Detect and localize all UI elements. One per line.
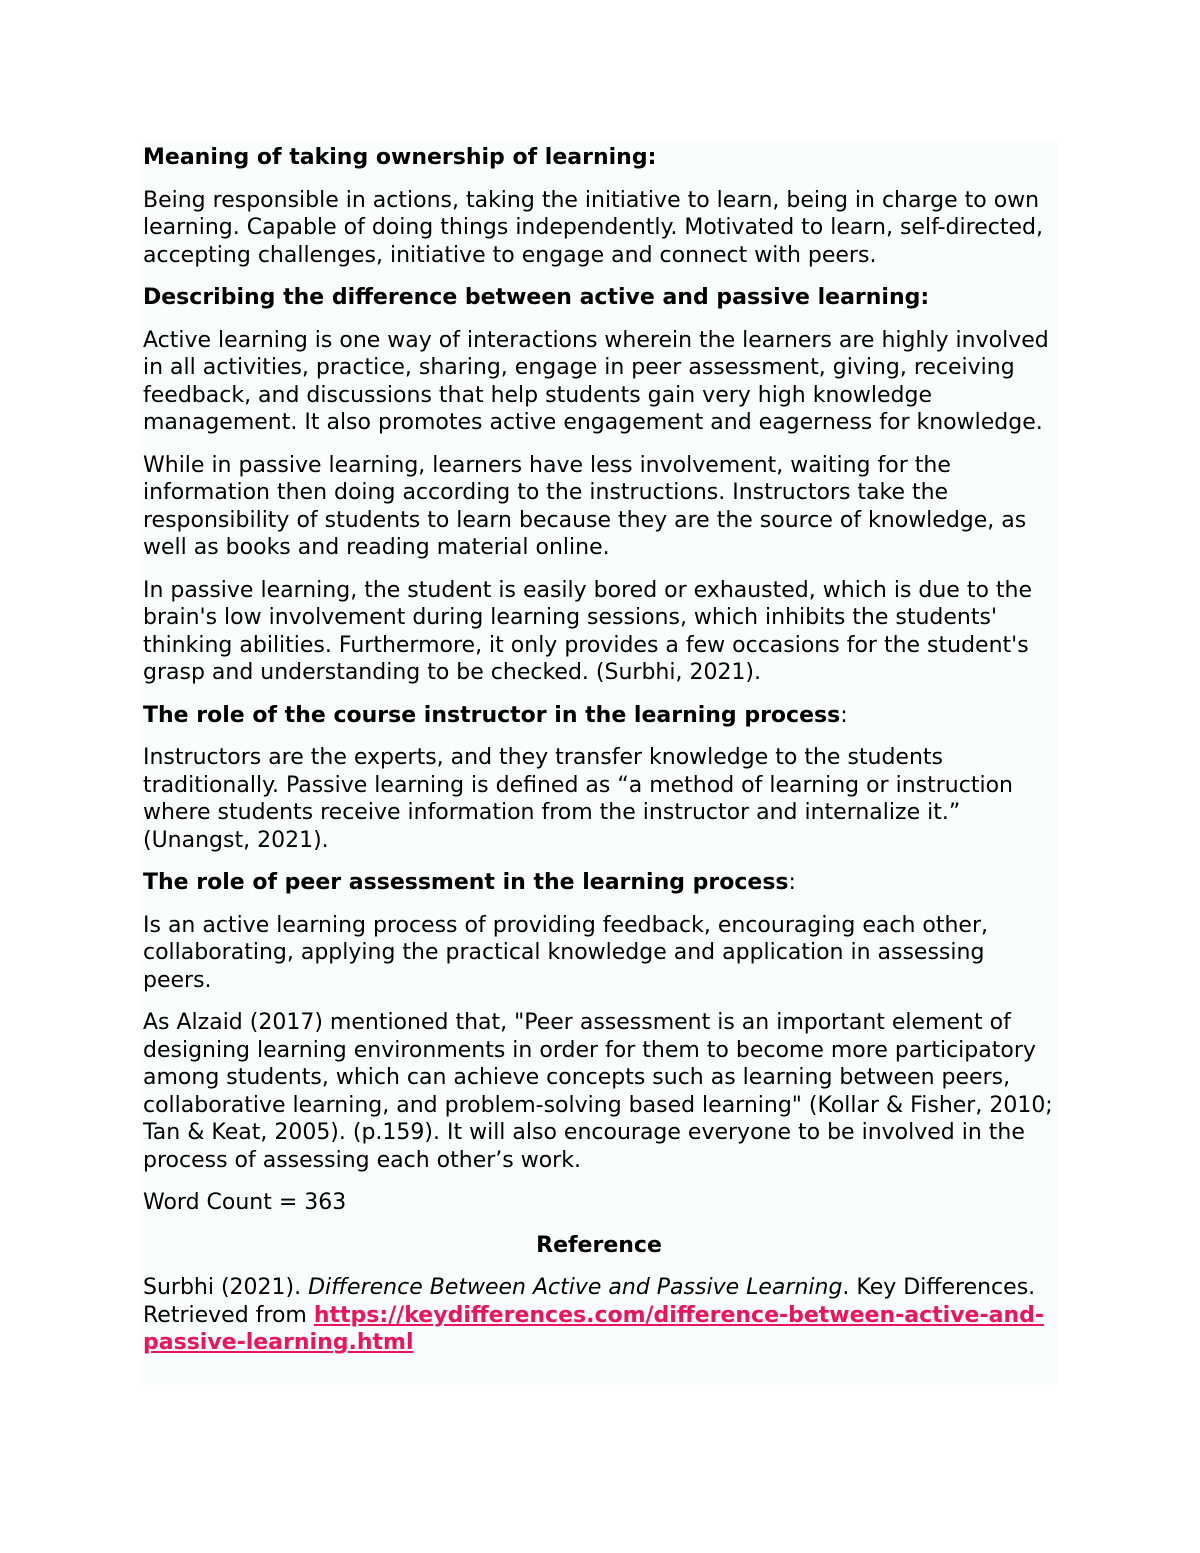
reference-title: Reference [536, 1232, 662, 1258]
heading-instructor [143, 702, 1055, 730]
heading-instructor-text: The role of the course instructor in the learning process [143, 702, 841, 728]
heading-peer-colon: : [788, 870, 796, 895]
reference-author: Surbhi (2021). [143, 1275, 309, 1300]
heading-peer [143, 869, 1055, 897]
paragraph-instructor: Instructors are the experts, and they transfer knowledge to the students traditionally. Passive learning is defined as “a method of learning or instruction where students receive information from the instructor and internalize it.” (Unangst, 2021). [143, 745, 1013, 853]
heading-difference: Describing the difference between active and passive learning: [143, 285, 930, 310]
reference-link[interactable]: https://keydifferences.com/difference-between-active-and-passive-learning.html [143, 1302, 1044, 1355]
heading-instructor-colon: : [840, 702, 848, 728]
paragraph-passive-effects: In passive learning, the student is easily bored or exhausted, which is due to the brain's low involvement during learning sessions, which inhibits the students' thinking abilities. Furthermore, it only provides a few occasions for the student's grasp and understanding to be checked. (Surbhi, 2021). [143, 577, 1033, 685]
paragraph-passive-learning: While in passive learning, learners have less involvement, waiting for the information then doing according to the instructions. Instructors take the responsibility of students to learn because they are the source of knowledge, as well as books and reading material online. [143, 452, 1027, 560]
reference-source: . Key Differences. Retrieved from [143, 1275, 1036, 1328]
reference-work-title: Difference Between Active and Passive Learning [308, 1275, 843, 1300]
reference-entry [143, 1274, 1055, 1357]
paragraph-peer-quote: As Alzaid (2017) mentioned that, "Peer assessment is an important element of designing learning environments in order for them to become more participatory among students, which can achieve concepts such as learning between peers, collaborative learning, and problem-solving based learning" (Kollar & Fisher, 2010; Tan & Keat, 2005). (p.159). It will also encourage everyone to be involved in the process of assessing each other’s work. [143, 1010, 1053, 1173]
heading-peer-text: The role of peer assessment in the learning process [143, 870, 789, 895]
word-count: Word Count = 363 [143, 1190, 347, 1215]
paragraph-ownership: Being responsible in actions, taking the initiative to learn, being in charge to own learning. Capable of doing things independently. Motivated to learn, self-directed, accepting challenges, initiative to engage and connect with peers. [143, 187, 1043, 268]
paragraph-active-learning: Active learning is one way of interactions wherein the learners are highly involved in all activities, practice, sharing, engage in peer assessment, giving, receiving feedback, and discussions that help students gain very high knowledge management. It also promotes active engagement and eagerness for knowledge. [143, 327, 1049, 435]
paragraph-peer-definition: Is an active learning process of providing feedback, encouraging each other, collaborating, applying the practical knowledge and application in assessing peers. [143, 912, 988, 993]
heading-ownership: Meaning of taking ownership of learning: [143, 145, 657, 170]
document-body [139, 140, 1059, 1385]
